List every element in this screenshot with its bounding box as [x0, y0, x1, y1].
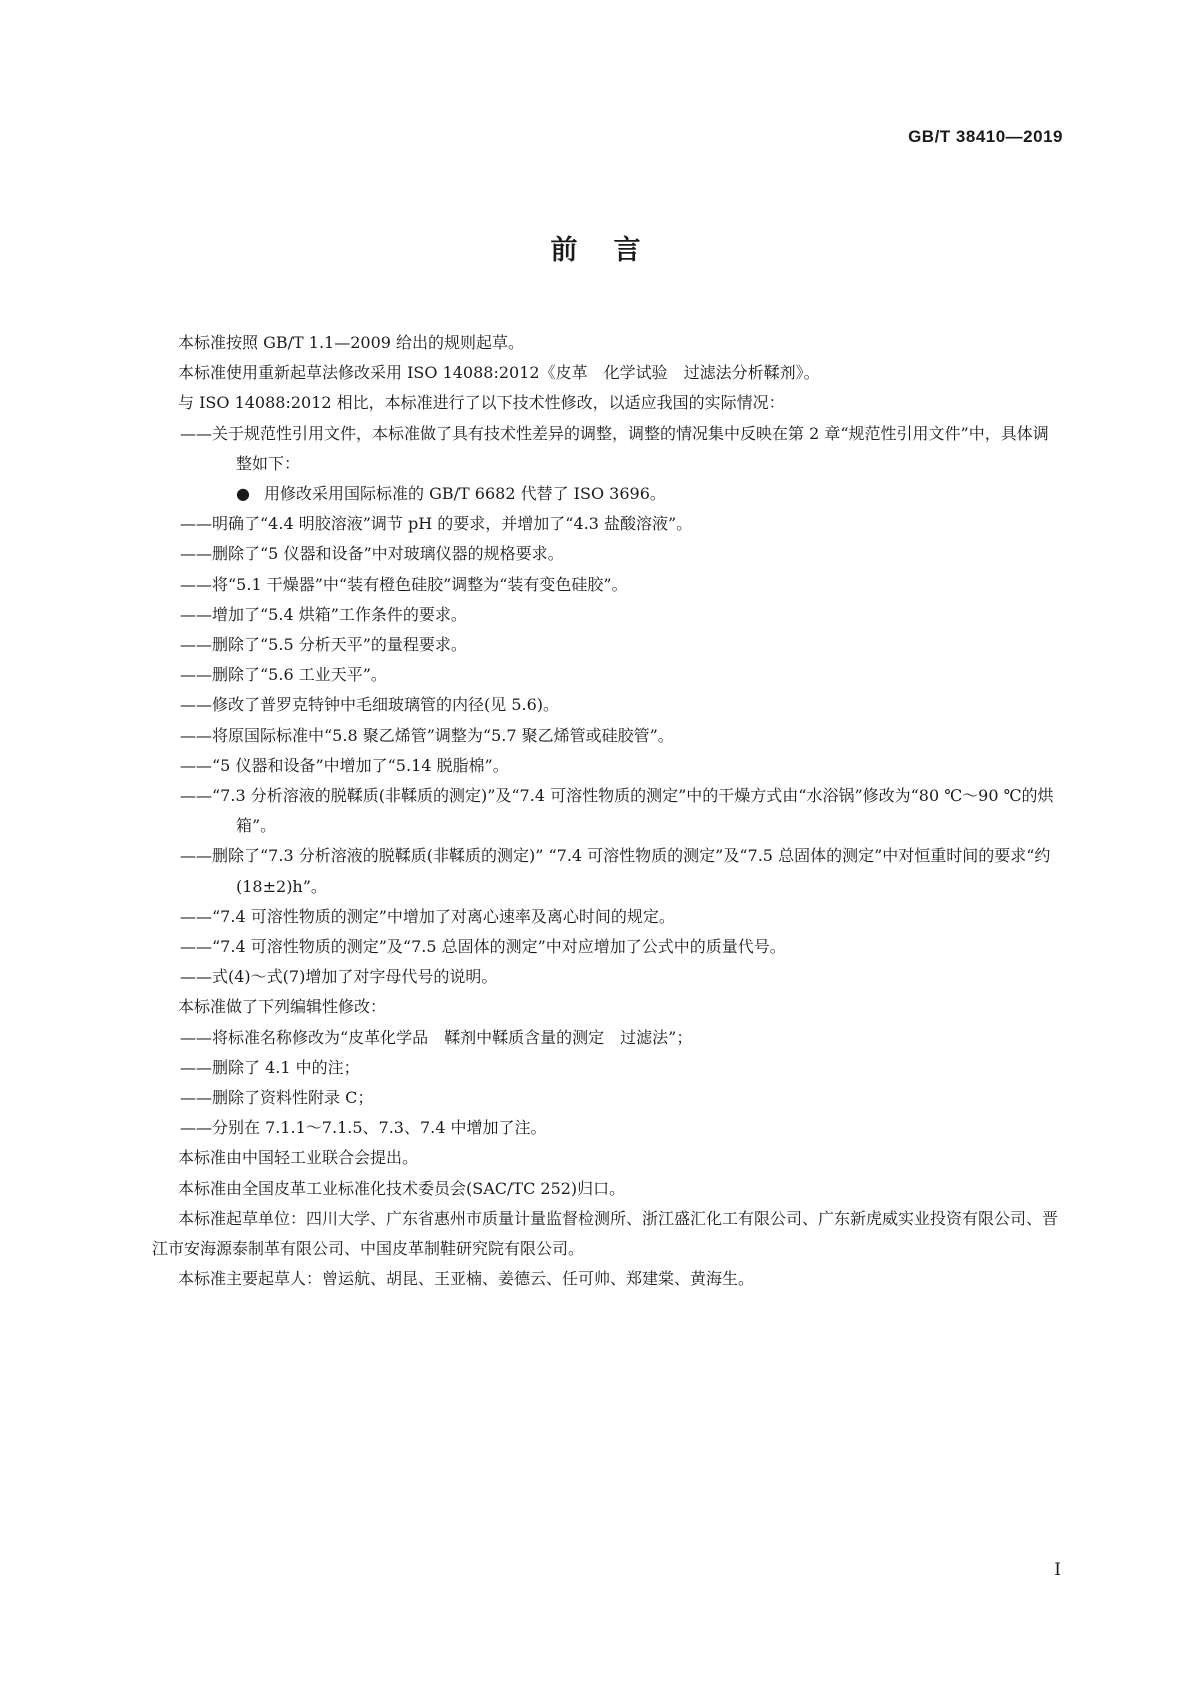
paragraph: 本标准由全国皮革工业标准化技术委员会(SAC/TC 252)归口。 — [178, 1178, 626, 1198]
bullet-dot-icon: ● — [236, 484, 250, 504]
page-title: 前言 — [550, 235, 677, 266]
dash-item: ——修改了普罗克特钟中毛细玻璃管的内径(见 5.6)。 — [180, 695, 560, 715]
dash-item: ——“7.4 可溶性物质的测定”及“7.5 总固体的测定”中对应增加了公式中的质量代号。 — [180, 937, 786, 957]
bullet-text: 用修改采用国际标准的 GB/T 6682 代替了 ISO 3696。 — [264, 484, 666, 504]
dash-item: ——分别在 7.1.1～7.1.5、7.3、7.4 中增加了注。 — [180, 1118, 547, 1138]
dash-item: ——删除了 4.1 中的注； — [180, 1057, 360, 1077]
dash-item: ——删除了“5 仪器和设备”中对玻璃仪器的规格要求。 — [180, 544, 564, 564]
page-number: I — [1054, 1560, 1061, 1580]
dash-item: ——式(4)～式(7)增加了对字母代号的说明。 — [180, 967, 498, 987]
bullet-item — [152, 479, 1062, 509]
dash-item: ——将“5.1 干燥器”中“装有橙色硅胶”调整为“装有变色硅胶”。 — [180, 574, 628, 594]
paragraph: 本标准由中国轻工业联合会提出。 — [178, 1148, 419, 1168]
paragraph: 本标准使用重新起草法修改采用 ISO 14088:2012《皮革 化学试验 过滤法分析鞣剂》。 — [178, 363, 820, 383]
paragraph: 本标准按照 GB/T 1.1—2009 给出的规则起草。 — [178, 333, 525, 352]
dash-item: ——删除了“5.5 分析天平”的量程要求。 — [180, 635, 467, 655]
dash-item: ——将原国际标准中“5.8 聚乙烯管”调整为“5.7 聚乙烯管或硅胶管”。 — [180, 725, 674, 745]
dash-item: ——明确了“4.4 明胶溶液”调节 pH 的要求，并增加了“4.3 盐酸溶液”。 — [180, 514, 693, 534]
dash-item: ——将标准名称修改为“皮革化学品 鞣剂中鞣质含量的测定 过滤法”； — [180, 1027, 693, 1047]
dash-item: ——“7.3 分析溶液的脱鞣质(非鞣质的测定)”及“7.4 可溶性物质的测定”中的干燥方式由“水浴锅”修改为“80 ℃～90 ℃的烘箱”。 — [180, 786, 1054, 836]
dash-item: ——“5 仪器和设备”中增加了“5.14 脱脂棉”。 — [180, 755, 509, 775]
paragraph: 本标准主要起草人：曾运航、胡昆、王亚楠、姜德云、任可帅、郑建棠、黄海生。 — [178, 1269, 755, 1289]
dash-item: ——删除了“7.3 分析溶液的脱鞣质(非鞣质的测定)” “7.4 可溶性物质的测定”及“7.5 总固体的测定”中对恒重时间的要求“约(18±2)h”。 — [180, 846, 1051, 896]
dash-item: ——删除了资料性附录 C； — [180, 1088, 374, 1108]
paragraph: 与 ISO 14088:2012 相比，本标准进行了以下技术性修改，以适应我国的实际情况： — [178, 393, 785, 413]
standard-code: GB/T 38410—2019 — [908, 127, 1063, 146]
dash-item: ——删除了“5.6 工业天平”。 — [180, 665, 387, 685]
dash-item: ——“7.4 可溶性物质的测定”中增加了对离心速率及离心时间的规定。 — [180, 906, 675, 926]
dash-item: ——增加了“5.4 烘箱”工作条件的要求。 — [180, 604, 467, 624]
paragraph: 本标准做了下列编辑性修改： — [178, 997, 387, 1017]
paragraph: 本标准起草单位：四川大学、广东省惠州市质量计量监督检测所、浙江盛汇化工有限公司、广东新虎威实业投资有限公司、晋江市安海源泰制革有限公司、中国皮革制鞋研究院有限公司。 — [152, 1208, 1059, 1259]
dash-item: ——关于规范性引用文件，本标准做了具有技术性差异的调整，调整的情况集中反映在第 2 章“规范性引用文件”中，具体调整如下： — [180, 423, 1049, 473]
foreword-body — [152, 328, 1062, 1295]
